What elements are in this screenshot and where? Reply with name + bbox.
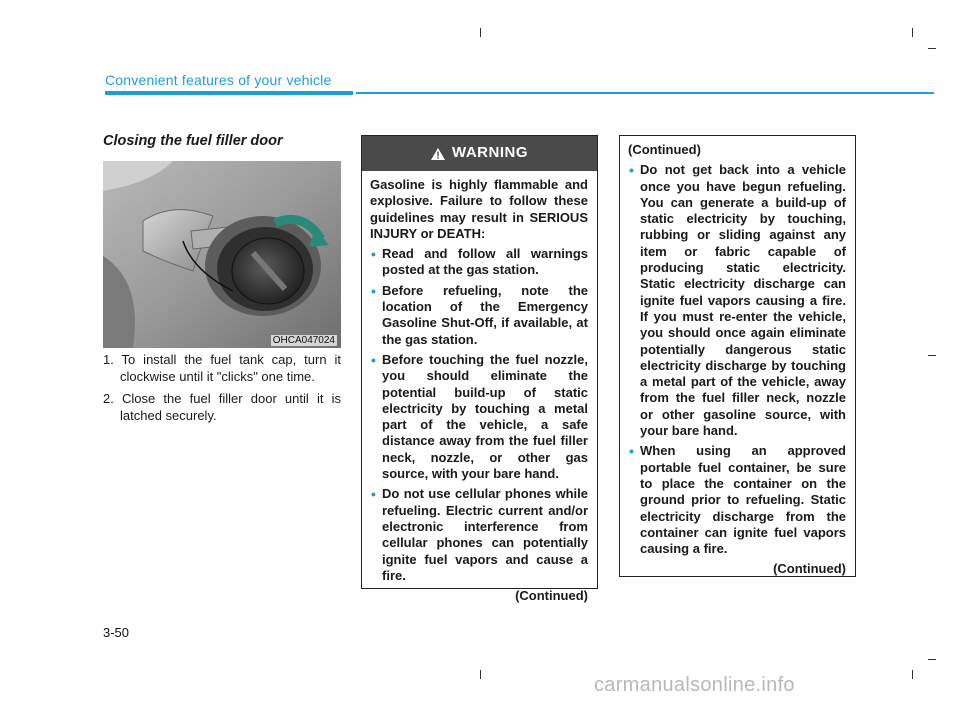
- crop-mark: [928, 659, 936, 660]
- crop-mark: [912, 28, 913, 37]
- bullet-icon: •: [371, 282, 376, 299]
- bullet-icon: •: [371, 486, 376, 503]
- instruction-steps: [103, 352, 341, 430]
- continued-label: (Continued): [515, 588, 588, 604]
- continued-header: (Continued): [628, 142, 701, 157]
- list-item: [370, 283, 588, 348]
- list-item: [103, 352, 341, 385]
- crop-mark: [480, 28, 481, 37]
- warning-list: [370, 246, 588, 584]
- list-item: [628, 162, 846, 439]
- bullet-text: Before touching the fuel nozzle, you should eliminate the potential build-up of static electricity by touching a metal part of the vehicle, a safe distance away from the fuel filler neck, nozzle, or other gas source, with your bare hand.: [382, 351, 588, 482]
- crop-mark: [912, 670, 913, 679]
- list-item: [370, 246, 588, 279]
- crop-mark: [928, 355, 936, 356]
- bullet-text: Do not get back into a vehicle once you have begun refueling. You can generate a build-up of static electricity by touching, rubbing or sliding against any item or fabric capable of producing static electricity. Static electricity discharge can ignite fuel vapors causing a fire. If you must re-enter the vehicle, you should once again eliminate potentially dangerous static electricity discharge by touching a metal part of the vehicle, away from the fuel filler neck, nozzle or other gasoline source, with your bare hand.: [640, 162, 846, 439]
- fuel-door-illustration: [103, 161, 341, 348]
- warning-box: [361, 135, 598, 604]
- bullet-text: Read and follow all warnings posted at the gas station.: [382, 246, 588, 278]
- bullet-icon: •: [371, 246, 376, 263]
- warning-header: [362, 136, 597, 171]
- crop-mark: [928, 48, 936, 49]
- header-rule-thin: [356, 92, 934, 94]
- step-text: Close the fuel filler door until it is latched securely.: [120, 391, 341, 423]
- warning-intro: Gasoline is highly flammable and explosive. Failure to follow these guidelines may result in SERIOUS INJURY or DEATH:: [370, 177, 588, 241]
- step-text: To install the fuel tank cap, turn it clockwise until it "clicks" one time.: [120, 352, 341, 384]
- warning-continued-box: [619, 135, 856, 577]
- figure-code: OHCA047024: [272, 335, 335, 346]
- header-rule-thick: [105, 91, 353, 95]
- bullet-icon: •: [629, 162, 634, 179]
- watermark: carmanualsonline.info: [594, 674, 795, 696]
- list-item: [628, 443, 846, 557]
- list-item: [370, 352, 588, 482]
- step-number: 2.: [103, 391, 114, 406]
- subsection-heading: Closing the fuel filler door: [103, 133, 283, 149]
- crop-mark: [480, 670, 481, 679]
- bullet-text: When using an approved portable fuel container, be sure to place the container on the ground prior to refueling. Static electricity discharge from the container can ignite fuel vapors causing a fire.: [640, 443, 846, 557]
- bullet-text: Before refueling, note the location of the Emergency Gasoline Shut-Off, if available, at the gas station.: [382, 282, 588, 347]
- list-item: [103, 391, 341, 424]
- bullet-text: Do not use cellular phones while refueling. Electric current and/or electronic interference from cellular phones can potentially ignite fuel vapors and cause a fire.: [382, 486, 588, 583]
- step-number: 1.: [103, 352, 114, 367]
- warning-title: WARNING: [452, 144, 528, 162]
- warning-triangle-icon: [431, 148, 445, 160]
- warning-list: [628, 162, 846, 557]
- bullet-icon: •: [629, 443, 634, 460]
- page-number: 3-50: [103, 625, 130, 640]
- list-item: [370, 486, 588, 584]
- section-title: Convenient features of your vehicle: [105, 72, 332, 88]
- continued-label: (Continued): [773, 561, 846, 577]
- bullet-icon: •: [371, 351, 376, 368]
